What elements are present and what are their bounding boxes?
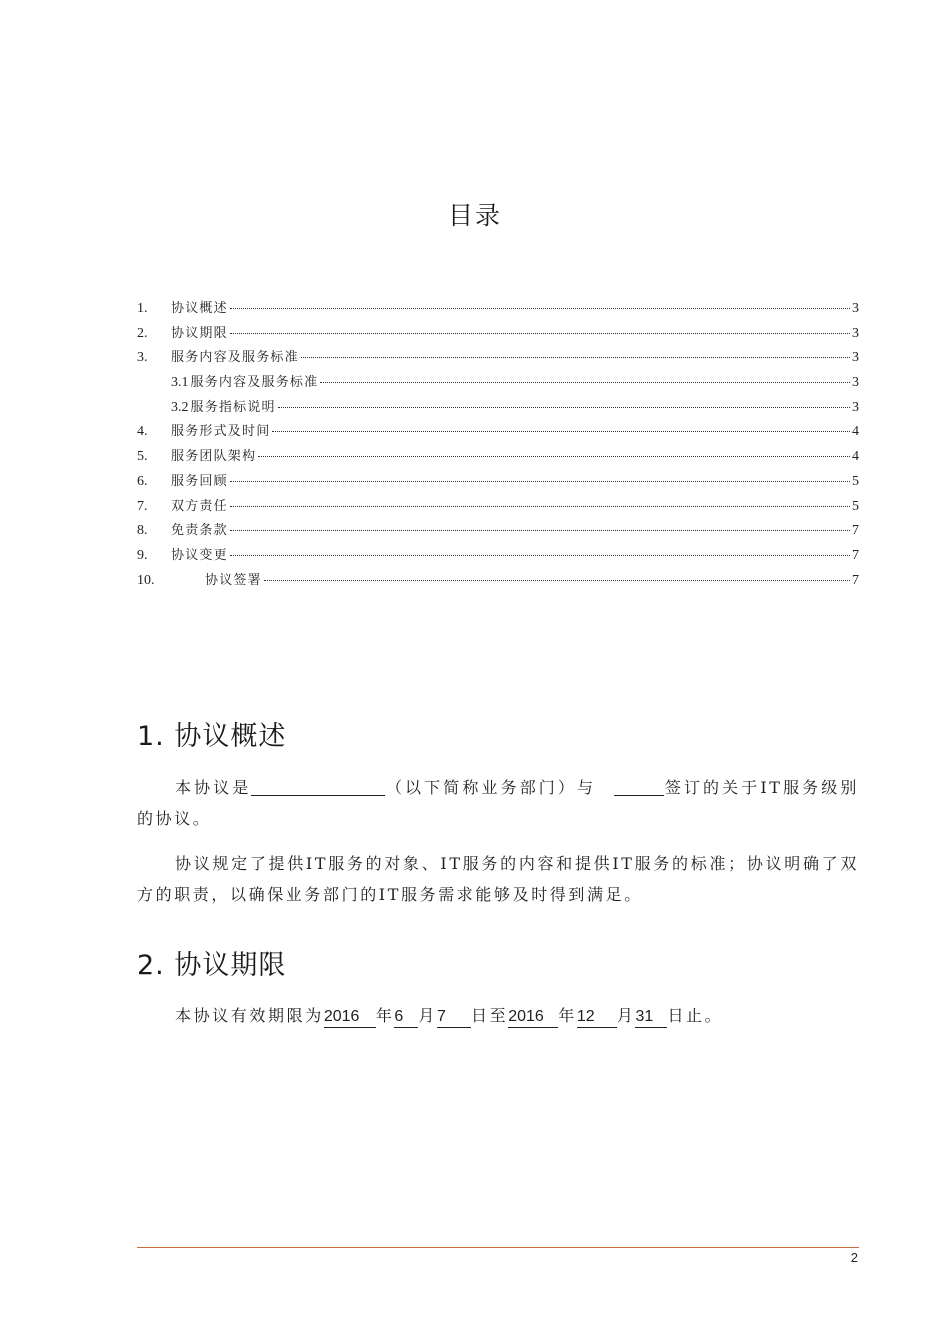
toc-entry-label: 双方责任 <box>171 498 228 514</box>
toc-entry-label: 协议签署 <box>205 572 262 588</box>
toc-entry-number: 2. <box>137 325 148 341</box>
toc-entry-page: 7 <box>852 572 859 588</box>
paragraph-text: 签订的关于IT服务级别的协议。 <box>137 778 859 828</box>
overview-paragraph-1 <box>137 772 859 834</box>
toc-entry-label: 服务形式及时间 <box>171 424 271 440</box>
page-number: 2 <box>850 1250 858 1265</box>
toc-entry-page: 7 <box>852 523 859 539</box>
toc-entry-page: 4 <box>852 449 859 465</box>
toc-subentry[interactable] <box>137 371 859 396</box>
toc-entry[interactable] <box>137 544 859 569</box>
toc-entry[interactable] <box>137 569 859 594</box>
toc-entry-label: 协议概述 <box>171 301 228 316</box>
start-month-field[interactable]: 6 <box>394 1007 418 1028</box>
start-year-field[interactable]: 2016 <box>324 1007 376 1028</box>
toc-leader-dots <box>258 455 850 457</box>
toc-entry[interactable] <box>137 519 859 544</box>
end-month-field[interactable]: 12 <box>577 1007 617 1028</box>
toc-entry-page: 3 <box>852 350 859 366</box>
paragraph-text: （以下简称业务部门）与 <box>385 778 605 797</box>
toc-entry-number: 1. <box>137 301 148 316</box>
paragraph-text: 月 <box>418 1006 438 1025</box>
toc-leader-dots <box>230 529 850 531</box>
toc-entry[interactable] <box>137 346 859 371</box>
section-heading-overview: 1. 协议概述 <box>137 721 287 752</box>
end-day-field[interactable]: 31 <box>635 1007 667 1028</box>
toc-leader-dots <box>301 356 850 358</box>
toc-leader-dots <box>278 406 850 408</box>
toc-leader-dots <box>230 505 850 507</box>
toc-entry-number: 6. <box>137 473 148 489</box>
toc-entry-label: 服务内容及服务标准 <box>171 350 299 366</box>
toc-entry-number: 5. <box>137 449 148 465</box>
toc-entry-number: 4. <box>137 424 148 440</box>
term-paragraph <box>137 1000 859 1031</box>
toc-leader-dots <box>264 579 850 581</box>
toc-entry-label: 协议变更 <box>171 547 228 563</box>
end-year-field[interactable]: 2016 <box>508 1007 558 1028</box>
table-of-contents <box>137 297 859 593</box>
toc-entry-page: 4 <box>852 424 859 440</box>
toc-title: 目录 <box>447 201 502 230</box>
toc-entry-number: 7. <box>137 498 148 514</box>
toc-entry-page: 5 <box>852 498 859 514</box>
toc-subentry[interactable] <box>137 396 859 421</box>
toc-entry-page: 7 <box>852 547 859 563</box>
toc-entry-number: 9. <box>137 547 148 563</box>
toc-leader-dots <box>230 554 850 556</box>
paragraph-text: 本协议是 <box>175 778 252 797</box>
toc-entry-label: 服务团队架构 <box>171 449 257 465</box>
blank-field-provider[interactable] <box>614 777 664 796</box>
paragraph-text: 月 <box>616 1006 636 1025</box>
blank-field-client[interactable] <box>251 777 385 796</box>
toc-entry[interactable] <box>137 322 859 347</box>
toc-leader-dots <box>230 332 850 334</box>
toc-entry-page: 5 <box>852 473 859 489</box>
toc-entry[interactable] <box>137 470 859 495</box>
toc-entry-page: 3 <box>852 399 859 415</box>
toc-entry-number: 8. <box>137 523 148 539</box>
paragraph-text: 本协议有效期限为 <box>175 1006 324 1025</box>
toc-entry-label: 免责条款 <box>171 523 228 539</box>
toc-entry-page: 3 <box>852 375 859 391</box>
toc-entry[interactable] <box>137 445 859 470</box>
toc-entry-label: 服务内容及服务标准 <box>190 375 319 391</box>
toc-entry-number: 3. <box>137 350 148 366</box>
toc-entry-label: 协议期限 <box>171 325 228 341</box>
overview-paragraph-2: 协议规定了提供IT服务的对象、IT服务的内容和提供IT服务的标准；协议明确了双方的职责，以确保业务部门的IT服务需求能够及时得到满足。 <box>137 854 859 904</box>
toc-entry[interactable] <box>137 420 859 445</box>
toc-entry-number: 3.2 <box>171 399 189 415</box>
toc-entry-page: 3 <box>852 301 859 316</box>
toc-leader-dots <box>272 430 850 432</box>
toc-entry-label: 服务回顾 <box>171 473 228 489</box>
toc-entry-number: 10. <box>137 572 155 588</box>
paragraph-text: 年 <box>375 1006 395 1025</box>
section-heading-term: 2. 协议期限 <box>137 950 287 981</box>
paragraph-text: 日至 <box>471 1006 509 1025</box>
toc-leader-dots <box>320 381 850 383</box>
toc-entry-page: 3 <box>852 325 859 341</box>
toc-leader-dots <box>230 307 850 309</box>
footer-rule <box>137 1247 859 1248</box>
toc-leader-dots <box>230 480 850 482</box>
start-day-field[interactable]: 7 <box>437 1007 471 1028</box>
toc-entry-label: 服务指标说明 <box>190 399 276 415</box>
toc-entry-number: 3.1 <box>171 375 189 391</box>
toc-entry[interactable] <box>137 495 859 520</box>
paragraph-text: 日止。 <box>667 1006 724 1025</box>
toc-entry[interactable] <box>137 297 859 322</box>
paragraph-text: 年 <box>558 1006 577 1025</box>
